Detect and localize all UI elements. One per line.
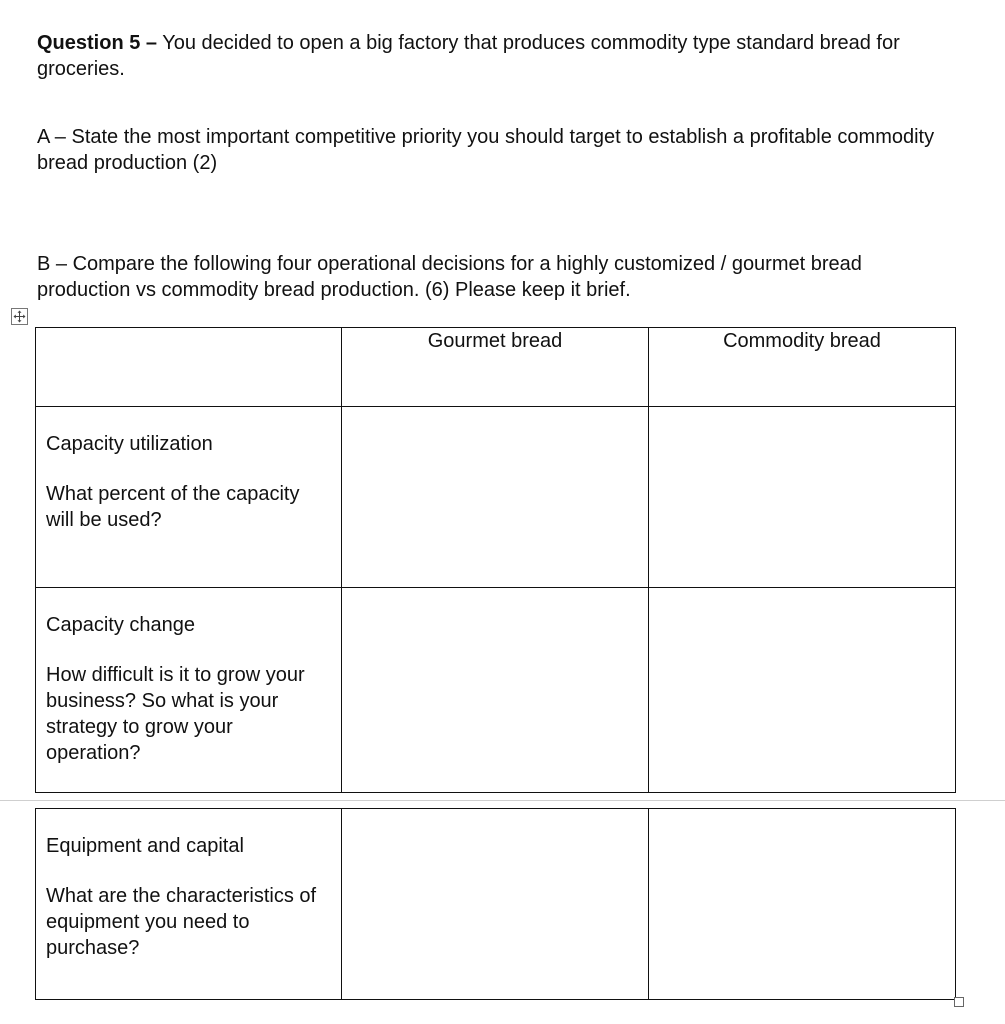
part-b-prompt: B – Compare the following four operational decisions for a highly customized / gourmet bread production vs commodity bread production. (6) Please keep it brief.	[37, 253, 862, 301]
question-text: You decided to open a big factory that produces commodity type standard bread for groceries.	[37, 32, 900, 80]
table-row	[36, 588, 956, 793]
row-label-cell[interactable]	[36, 407, 342, 588]
header-empty-cell[interactable]	[36, 328, 342, 407]
gourmet-answer-cell[interactable]	[342, 809, 649, 1000]
question-label: Question 5 –	[37, 32, 158, 54]
question-5-prompt	[37, 30, 937, 82]
table-resize-handle-icon[interactable]	[954, 997, 964, 1007]
comparison-table-continued	[35, 808, 956, 1000]
row-description: How difficult is it to grow your business? So what is your strategy to grow your operation?	[46, 664, 305, 764]
page-break-line	[0, 800, 1005, 801]
comparison-table	[35, 327, 956, 793]
row-title: Capacity utilization	[46, 433, 213, 455]
row-label-cell[interactable]	[36, 809, 342, 1000]
commodity-answer-cell[interactable]	[649, 588, 956, 793]
commodity-answer-cell[interactable]	[649, 809, 956, 1000]
row-description: What percent of the capacity will be used?	[46, 483, 300, 531]
gourmet-answer-cell[interactable]	[342, 588, 649, 793]
table-header-row	[36, 328, 956, 407]
gourmet-answer-cell[interactable]	[342, 407, 649, 588]
header-gourmet-bread[interactable]: Gourmet bread	[342, 328, 649, 407]
commodity-answer-cell[interactable]	[649, 407, 956, 588]
table-row	[36, 809, 956, 1000]
header-commodity-bread[interactable]: Commodity bread	[649, 328, 956, 407]
table-row	[36, 407, 956, 588]
row-description: What are the characteristics of equipment you need to purchase?	[46, 885, 317, 959]
row-label-cell[interactable]	[36, 588, 342, 793]
part-a-prompt: A – State the most important competitive priority you should target to establish a profitable commodity bread production (2)	[37, 126, 935, 174]
row-title: Equipment and capital	[46, 835, 244, 857]
row-title: Capacity change	[46, 614, 195, 636]
table-move-handle-icon[interactable]	[11, 308, 28, 325]
